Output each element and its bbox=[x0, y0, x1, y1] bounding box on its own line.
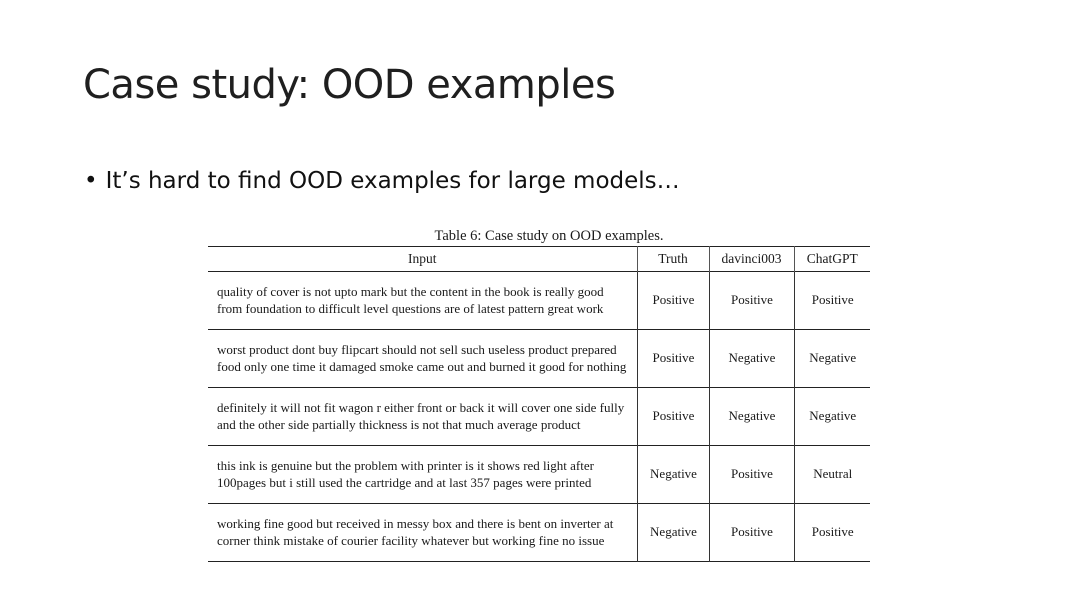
chatgpt-cell: Negative bbox=[794, 330, 870, 388]
truth-cell: Positive bbox=[637, 388, 709, 446]
chatgpt-cell: Positive bbox=[794, 272, 870, 330]
chatgpt-cell: Neutral bbox=[794, 446, 870, 504]
truth-cell: Negative bbox=[637, 504, 709, 562]
ood-table-figure bbox=[208, 226, 870, 562]
chatgpt-cell: Positive bbox=[794, 504, 870, 562]
davinci003-cell: Positive bbox=[709, 272, 794, 330]
truth-cell: Negative bbox=[637, 446, 709, 504]
ood-examples-table bbox=[208, 246, 870, 562]
bullet-point bbox=[84, 168, 680, 194]
input-cell: definitely it will not fit wagon r either front or back it will cover one side fully and the other side partially thickness is not that much average product bbox=[217, 400, 625, 432]
table-row bbox=[208, 330, 870, 388]
input-cell: worst product dont buy flipcart should not sell such useless product prepared food only one time it damaged smoke came out and burned it good for nothing bbox=[217, 342, 627, 374]
input-cell: working fine good but received in messy box and there is bent on inverter at corner think mistake of courier facility whatever but working fine no issue bbox=[217, 516, 614, 548]
header-truth: Truth bbox=[637, 247, 709, 272]
davinci003-cell: Positive bbox=[709, 446, 794, 504]
bullet-icon: • bbox=[84, 168, 98, 194]
davinci003-cell: Negative bbox=[709, 388, 794, 446]
table-row bbox=[208, 504, 870, 562]
input-cell: this ink is genuine but the problem with printer is it shows red light after 100pages but i still used the cartridge and at last 357 pages were printed bbox=[217, 458, 594, 490]
davinci003-cell: Positive bbox=[709, 504, 794, 562]
slide-title: Case study: OOD examples bbox=[83, 62, 616, 108]
input-cell: quality of cover is not upto mark but the content in the book is really good from foundation to difficult level questions are of latest pattern great work bbox=[217, 284, 604, 316]
chatgpt-cell: Negative bbox=[794, 388, 870, 446]
truth-cell: Positive bbox=[637, 330, 709, 388]
bullet-text: It’s hard to find OOD examples for large models… bbox=[105, 168, 680, 194]
davinci003-cell: Negative bbox=[709, 330, 794, 388]
table-caption: Table 6: Case study on OOD examples. bbox=[434, 228, 664, 244]
table-row bbox=[208, 446, 870, 504]
truth-cell: Positive bbox=[637, 272, 709, 330]
header-input: Input bbox=[408, 251, 437, 266]
table-row bbox=[208, 272, 870, 330]
table-header-row bbox=[208, 247, 870, 272]
header-chatgpt: ChatGPT bbox=[794, 247, 870, 272]
header-davinci003: davinci003 bbox=[709, 247, 794, 272]
table-row bbox=[208, 388, 870, 446]
